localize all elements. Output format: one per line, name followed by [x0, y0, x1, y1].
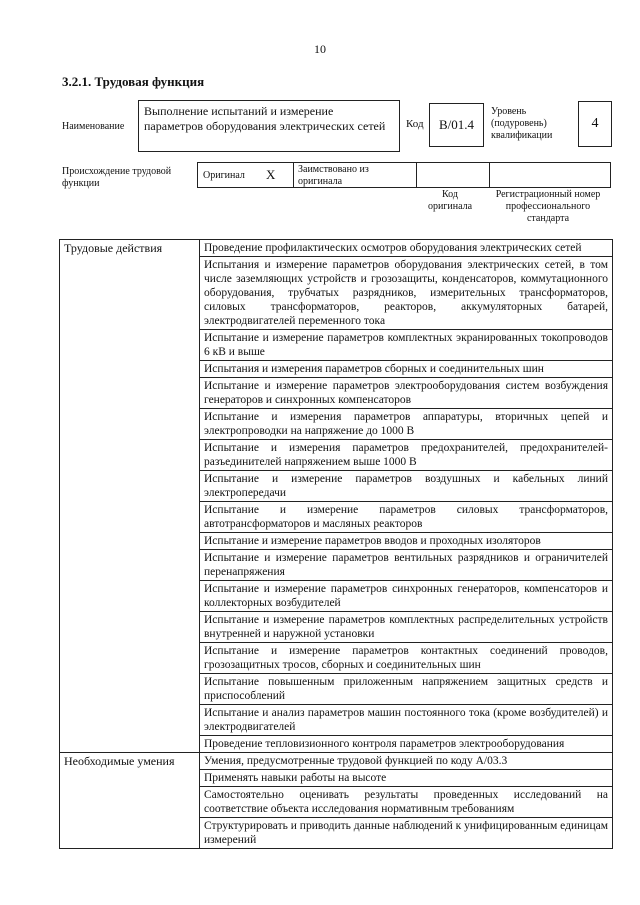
table-row [60, 753, 613, 770]
labor-action-item: Испытание и измерение параметров вводов и проходных изоляторов [200, 533, 613, 550]
reg-number-caption: Регистрационный номер профессионального стандарта [495, 189, 601, 224]
page-number: 10 [314, 42, 326, 56]
original-mark: X [266, 167, 276, 182]
level-value-box: 4 [578, 101, 612, 147]
labor-action-item: Испытание и измерение параметров синхронных генераторов, компенсаторов и коллекторных возбудителей [200, 581, 613, 612]
labor-action-item: Испытание и измерение параметров электрооборудования систем возбуждения генераторов и синхронных компенсаторов [200, 378, 613, 409]
origin-table [197, 162, 611, 188]
level-label: Уровень (подуровень) квалификации [491, 106, 553, 141]
labor-action-item: Испытания и измерение параметров оборудования электрических сетей, в том числе заземляющих устройств и грозозащиты, конденсаторов, коммутационного оборудования, трубчатых разрядников, измерительных трансформаторов, силовых трансформаторов, реакторов, аккумуляторных батарей, электродвигателей переменного тока [200, 257, 613, 330]
labor-action-item: Испытание и измерение параметров комплектных экранированных токопроводов 6 кВ и выше [200, 330, 613, 361]
skill-item: Умения, предусмотренные трудовой функцией по коду A/03.3 [200, 753, 613, 770]
labor-action-item: Испытание и измерение параметров силовых трансформаторов, автотрансформаторов и масляных реакторов [200, 502, 613, 533]
labor-action-item: Испытание и измерение параметров комплектных распределительных устройств внутренней и наружной установки [200, 612, 613, 643]
labor-action-item: Испытания и измерения параметров сборных и соединительных шин [200, 361, 613, 378]
borrowed-label: Заимствовано из оригинала [298, 164, 369, 187]
table-row [60, 240, 613, 257]
labor-action-item: Испытание и измерения параметров аппаратуры, вторичных цепей и электропроводки на напряжение до 1000 В [200, 409, 613, 440]
code-caption: Код оригинала [427, 189, 473, 212]
skill-item: Самостоятельно оценивать результаты проведенных исследований на соответствие объекта исследования нормативным требованиям [200, 787, 613, 818]
labor-action-item: Проведение профилактических осмотров оборудования электрических сетей [200, 240, 613, 257]
borrowed-cell [294, 163, 417, 187]
labor-action-item: Испытание повышенным приложенным напряжением защитных средств и приспособлений [200, 674, 613, 705]
origin-label: Происхождение трудовой функции [62, 166, 172, 189]
labor-action-item: Испытание и измерение параметров воздушных и кабельных линий электропередачи [200, 471, 613, 502]
original-code-cell [417, 163, 490, 187]
name-label: Наименование [62, 121, 125, 132]
labor-action-item: Испытание и измерения параметров предохранителей, предохранителей-разъединителей напряжением выше 1000 В [200, 440, 613, 471]
labor-action-item: Испытание и анализ параметров машин постоянного тока (кроме возбудителей) и электродвигателей [200, 705, 613, 736]
labor-action-item: Испытание и измерение параметров вентильных разрядников и ограничителей перенапряжения [200, 550, 613, 581]
labor-action-item: Испытание и измерение параметров контактных соединений проводов, грозозащитных тросов, сборных и соединительных шин [200, 643, 613, 674]
skill-item: Применять навыки работы на высоте [200, 770, 613, 787]
code-label: Код [406, 118, 424, 130]
labor-action-item: Проведение тепловизионного контроля параметров электрооборудования [200, 736, 613, 753]
original-cell [198, 163, 294, 187]
function-details-table [59, 239, 613, 849]
section-heading: 3.2.1. Трудовая функция [62, 74, 205, 89]
function-name-box: Выполнение испытаний и измерение параметров оборудования электрических сетей [138, 100, 400, 152]
labor-actions-label: Трудовые действия [60, 240, 200, 753]
skills-label: Необходимые умения [60, 753, 200, 849]
reg-number-cell [490, 163, 610, 187]
original-label: Оригинал [203, 170, 245, 181]
function-code-box: B/01.4 [429, 103, 484, 147]
skill-item: Структурировать и приводить данные наблюдений к унифицированным единицам измерений [200, 818, 613, 849]
